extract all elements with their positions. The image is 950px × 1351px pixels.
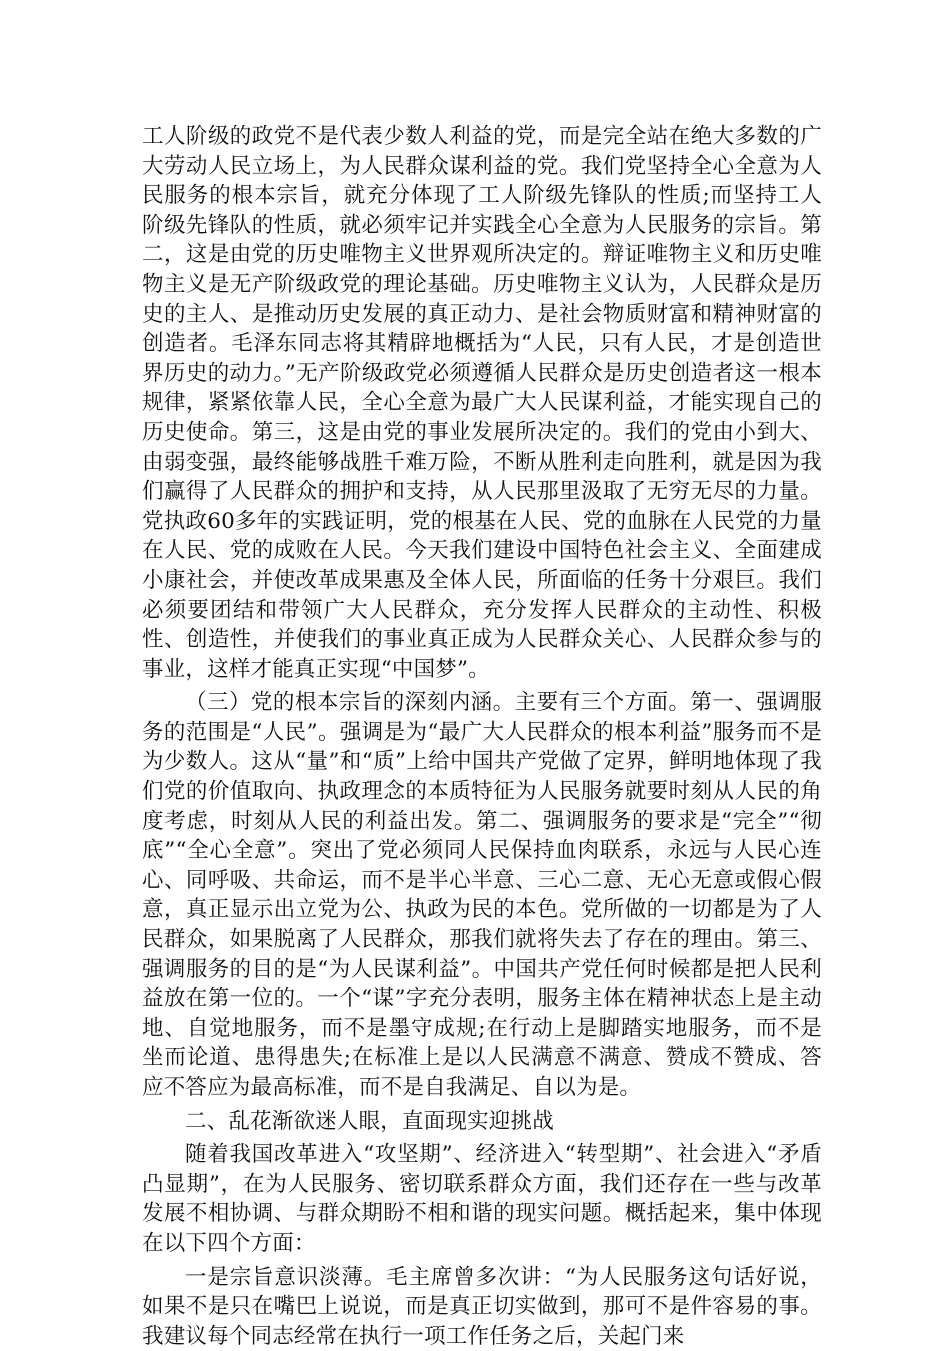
body-paragraph: 随着我国改革进入“攻坚期”、经济进入“转型期”、社会进入“矛盾凸显期”，在为人民服务、密切联系群众方面，我们还存在一些与改革发展不相协调、与群众期盼不相和谐的现实问题。概括起来，集中体现在以下四个方面： xyxy=(142,1142,822,1256)
body-paragraph: 一是宗旨意识淡薄。毛主席曾多次讲：“为人民服务这句话好说，如果不是只在嘴巴上说说，而是真正切实做到，那可不是件容易的事。我建议每个同志经常在执行一项工作任务之后，关起门来 xyxy=(142,1264,822,1349)
document-page xyxy=(142,122,822,1351)
section-heading: 二、乱花渐欲迷人眼，直面现实迎挑战 xyxy=(185,1108,554,1134)
body-paragraph: 工人阶级的政党不是代表少数人利益的党，而是完全站在绝大多数的广大劳动人民立场上，为人民群众谋利益的党。我们党坚持全心全意为人民服务的根本宗旨，就充分体现了工人阶级先锋队的性质;而坚持工人阶级先锋队的性质，就必须牢记并实践全心全意为人民服务的宗旨。第二，这是由党的历史唯物主义世界观所决定的。辩证唯物主义和历史唯物主义是无产阶级政党的理论基础。历史唯物主义认为，人民群众是历史的主人、是推动历史发展的真正动力、是社会物质财富和精神财富的创造者。毛泽东同志将其精辟地概括为“人民，只有人民，才是创造世界历史的动力。”无产阶级政党必须遵循人民群众是历史创造者这一根本规律，紧紧依靠人民，全心全意为最广大人民谋利益，才能实现自己的历史使命。第三，这是由党的事业发展所决定的。我们的党由小到大、由弱变强，最终能够战胜千难万险，不断从胜利走向胜利，就是因为我们赢得了人民群众的拥护和支持，从人民那里汲取了无穷无尽的力量。党执政60多年的实践证明，党的根基在人民、党的血脉在人民党的力量在人民、党的成败在人民。今天我们建设中国特色社会主义、全面建成小康社会，并使改革成果惠及全体人民，所面临的任务十分艰巨。我们必须要团结和带领广大人民群众，充分发挥人民群众的主动性、积极性、创造性，并使我们的事业真正成为人民群众关心、人民群众参与的事业，这样才能真正实现“中国梦”。 xyxy=(142,124,822,682)
body-paragraph: （三）党的根本宗旨的深刻内涵。主要有三个方面。第一、强调服务的范围是“人民”。强调是为“最广大人民群众的根本利益”服务而不是为少数人。这从“量”和“质”上给中国共产党做了定界，鲜明地体现了我们党的价值取向、执政理念的本质特征为人民服务就要时刻从人民的角度考虑，时刻从人民的利益出发。第二、强调服务的要求是“完全”“彻底”“全心全意”。突出了党必须同人民保持血肉联系，永远与人民心连心、同呼吸、共命运，而不是半心半意、三心二意、无心无意或假心假意，真正显示出立党为公、执政为民的本色。党所做的一切都是为了人民群众，如果脱离了人民群众，那我们就将失去了存在的理由。第三、强调服务的目的是“为人民谋利益”。中国共产党任何时候都是把人民利益放在第一位的。一个“谋”字充分表明，服务主体在精神状态上是主动地、自觉地服务，而不是墨守成规;在行动上是脚踏实地服务，而不是坐而论道、患得患失;在标准上是以人民满意不满意、赞成不赞成、答应不答应为最高标准，而不是自我满足、自以为是。 xyxy=(142,690,822,1100)
